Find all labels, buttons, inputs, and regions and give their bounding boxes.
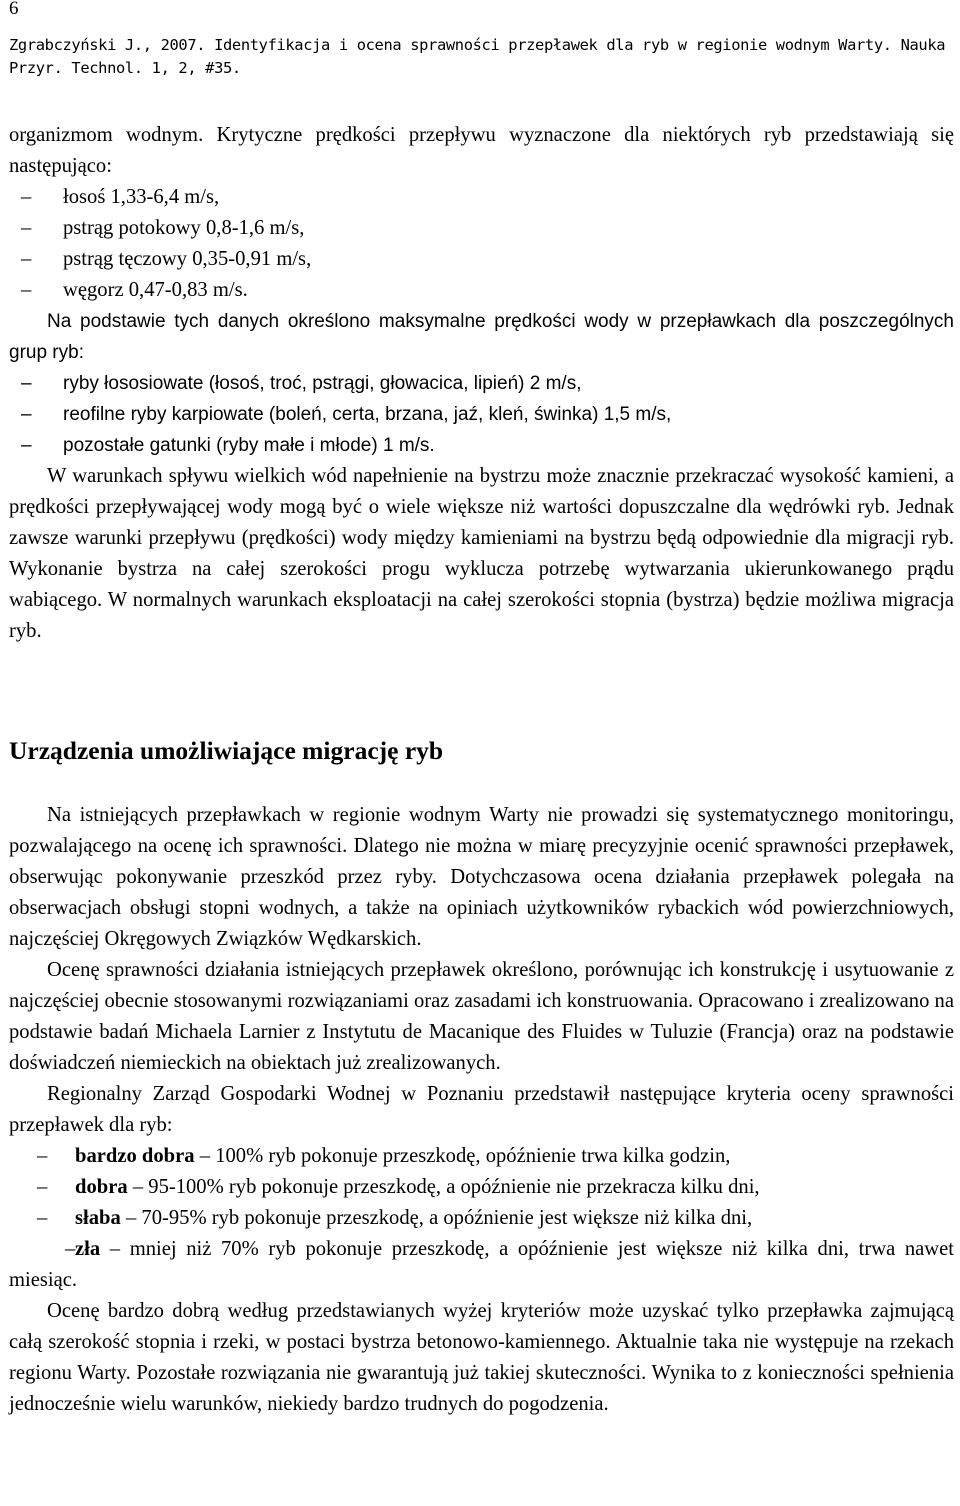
criteria-term: dobra <box>75 1176 128 1198</box>
criteria-desc: 70-95% ryb pokonuje przeszkodę, a opóźnienie jest większe niż kilka dni, <box>141 1207 753 1229</box>
dash-mark: – <box>132 1176 144 1198</box>
dash-mark: – <box>21 248 32 270</box>
citation-header <box>9 34 954 80</box>
criteria-item <box>9 1172 954 1203</box>
dash-mark: – <box>37 1207 48 1229</box>
dash-mark: – <box>21 217 32 239</box>
dash-mark: – <box>37 1176 48 1198</box>
dash-mark: – <box>21 435 32 456</box>
paragraph-groups-intro: Na podstawie tych danych określono maksymalne prędkości wody w przepławkach dla poszczególnych grup ryb: <box>9 311 954 363</box>
paragraph-criteria-intro: Regionalny Zarząd Gospodarki Wodnej w Poznaniu przedstawił następujące kryteria oceny sprawności przepławek dla ryb: <box>9 1083 954 1136</box>
paragraph-monitoring: Na istniejących przepławkach w regionie wodnym Warty nie prowadzi się systematycznego monitoringu, pozwalającego na ocenę ich sprawności. Dlatego nie można w miarę precyzyjnie ocenić sprawności przepławek, obserwując pokonywanie przeszkód przez ryby. Dotychczasowa ocena działania przepławek polegała na obserwacjach obsługi stopni wodnych, a także na opiniach użytkowników rybackich wód powierzchniowych, najczęściej Okręgowych Związków Wędkarskich. <box>9 804 954 950</box>
list-item-speed: – pstrąg potokowy 0,8-1,6 m/s, <box>9 213 954 244</box>
list-item-speed: – pstrąg tęczowy 0,35-0,91 m/s, <box>9 244 954 275</box>
criteria-term: bardzo dobra <box>75 1145 195 1167</box>
section-2 <box>9 800 954 1420</box>
groups-block <box>9 306 954 461</box>
dash-mark: – <box>37 1145 48 1167</box>
dash-mark: – <box>21 186 32 208</box>
criteria-desc: mniej niż 70% ryb pokonuje przeszkodę, a opóźnienie jest większe niż kilka dni, trwa nawet miesiąc. <box>9 1238 954 1291</box>
dash-mark: – <box>21 279 32 301</box>
criteria-item <box>9 1141 954 1172</box>
list-item-speed: – węgorz 0,47-0,83 m/s. <box>9 275 954 306</box>
list-item-group: – reofilne ryby karpiowate (boleń, certa, brzana, jaź, kleń, świnka) 1,5 m/s, <box>9 399 954 430</box>
dash-mark: – <box>65 1238 76 1260</box>
section-heading: Urządzenia umożliwiające migrację ryb <box>9 736 444 765</box>
dash-mark: – <box>109 1238 121 1260</box>
dash-mark: – <box>125 1207 137 1229</box>
criteria-term: słaba <box>75 1207 121 1229</box>
paragraph-conclusion: Ocenę bardzo dobrą według przedstawianych wyżej kryteriów może uzyskać tylko przepławka zajmującą całą szerokość stopnia i rzeki, w postaci bystrza betonowo-kamiennego. Aktualnie taka nie występuje na rzekach regionu Warty. Pozostałe rozwiązania nie gwarantują już takiej skuteczności. Wynika to z konieczności spełnienia jednocześnie wielu warunków, niekiedy bardzo trudnych do pogodzenia. <box>9 1300 954 1415</box>
paragraph-intro: organizmom wodnym. Krytyczne prędkości przepływu wyznaczone dla niektórych ryb przedstawiają się następująco: <box>9 124 954 177</box>
criteria-desc: 100% ryb pokonuje przeszkodę, opóźnienie trwa kilka godzin, <box>215 1145 731 1167</box>
criteria-term: zła <box>75 1238 101 1260</box>
list-item-speed: – łosoś 1,33-6,4 m/s, <box>9 182 954 213</box>
criteria-item <box>9 1203 954 1234</box>
dash-mark: – <box>199 1145 211 1167</box>
citation-line: Zgrabczyński J., 2007. Identyfikacja i ocena sprawności przepławek dla ryb w regionie wodnym Warty. Nauka <box>9 36 946 54</box>
paragraph-assessment: Ocenę sprawności działania istniejących przepławek określono, porównując ich konstrukcję i usytuowanie z najczęściej obecnie stosowanymi rozwiązaniami oraz zasadami ich konstruowania. Opracowano i zrealizowano na podstawie badań Michaela Larnier z Instytutu de Macanique des Fluides w Tuluzie (Francja) oraz na podstawie doświadczeń niemieckich na obiektach już zrealizowanych. <box>9 959 954 1074</box>
page-number: 6 <box>9 0 19 19</box>
dash-mark: – <box>21 404 32 425</box>
citation-line: Przyr. Technol. 1, 2, #35. <box>9 59 241 77</box>
paragraph-flood: W warunkach spływu wielkich wód napełnienie na bystrzu może znacznie przekraczać wysokość kamieni, a prędkości przepływającej wody mogą być o wiele większe niż wartości dopuszczalne dla wędrówki ryb. Jednak zawsze warunki przepływu (prędkości) wody między kamieniami na bystrzu będą odpowiednie dla migracji ryb. Wykonanie bystrza na całej szerokości progu wyklucza potrzebę wytwarzania ukierunkowanego prądu wabiącego. W normalnych warunkach eksploatacji na całej szerokości stopnia (bystrza) będzie możliwa migracja ryb. <box>9 465 954 642</box>
list-item-group: – pozostałe gatunki (ryby małe i młode) 1 m/s. <box>9 430 954 461</box>
dash-mark: – <box>21 373 32 394</box>
section-1 <box>9 120 954 647</box>
criteria-desc: 95-100% ryb pokonuje przeszkodę, a opóźnienie nie przekracza kilku dni, <box>148 1176 760 1198</box>
list-item-group: – ryby łososiowate (łosoś, troć, pstrągi, głowacica, lipień) 2 m/s, <box>9 368 954 399</box>
criteria-item <box>9 1234 954 1296</box>
